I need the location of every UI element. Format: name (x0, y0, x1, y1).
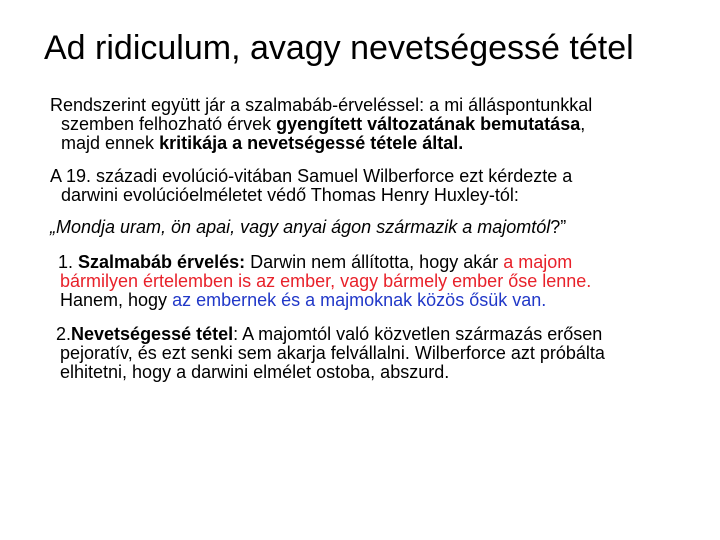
paragraph1-line3 (50, 134, 592, 153)
slide-title: Ad ridiculum, avagy nevetségessé tétel (44, 29, 634, 67)
point1-label: Szalmabáb érvelés: (78, 252, 246, 272)
point1-blue: az embernek és a majmoknak közös ősük van. (172, 290, 547, 310)
point2-line1-rest: : A majomtól való közvetlen származás erősen (233, 324, 603, 344)
paragraph1-line2-text: szemben felhozható érvek (61, 114, 277, 134)
quote-line (50, 218, 566, 237)
paragraph2-line1: A 19. századi evolúció-vitában Samuel Wilberforce ezt kérdezte a (50, 166, 573, 186)
quote-end: ?” (550, 217, 567, 237)
paragraph1-line3-bold: kritikája a nevetségessé tétele által. (159, 133, 464, 153)
paragraph1-line2 (50, 115, 592, 134)
point1-text: Darwin nem állította, hogy akár (245, 252, 504, 272)
point2-line2: pejoratív, és ezt senki sem akarja felvállalni. Wilberforce azt próbálta (60, 343, 605, 363)
point2-label: Nevetségessé tétel (71, 324, 234, 344)
point1-line1 (58, 253, 591, 272)
point2-number: 2. (56, 324, 72, 344)
paragraph1-line1: Rendszerint együtt jár a szalmabáb-érveléssel: a mi álláspontunkkal (50, 95, 593, 115)
paragraph2-line2: darwini evolúcióelméletet védő Thomas Henry Huxley-tól: (61, 185, 519, 205)
quote-text: „Mondja uram, ön apai, vagy anyai ágon származik a majomtól (50, 217, 551, 237)
quote (50, 218, 566, 237)
point2-line1 (56, 325, 605, 344)
point-ridicule (56, 325, 605, 382)
point1-red1: a majom (503, 252, 573, 272)
point-strawman (58, 253, 591, 310)
point1-line2 (58, 272, 591, 291)
point1-line3 (58, 291, 591, 310)
point1-line3-text: Hanem, hogy (60, 290, 173, 310)
point1-red2: bármilyen értelemben is az ember, vagy bármely ember őse lenne. (60, 271, 592, 291)
point2-line3: elhitetni, hogy a darwini elmélet ostoba, abszurd. (60, 362, 450, 382)
paragraph1-line3-text: majd ennek (61, 133, 160, 153)
paragraph1-line2-comma: , (580, 114, 586, 134)
paragraph-strawman-intro (50, 96, 592, 153)
paragraph-wilberforce (50, 167, 572, 205)
paragraph1-line2-bold: gyengített változatának bemutatása (276, 114, 581, 134)
point1-number: 1. (58, 252, 79, 272)
